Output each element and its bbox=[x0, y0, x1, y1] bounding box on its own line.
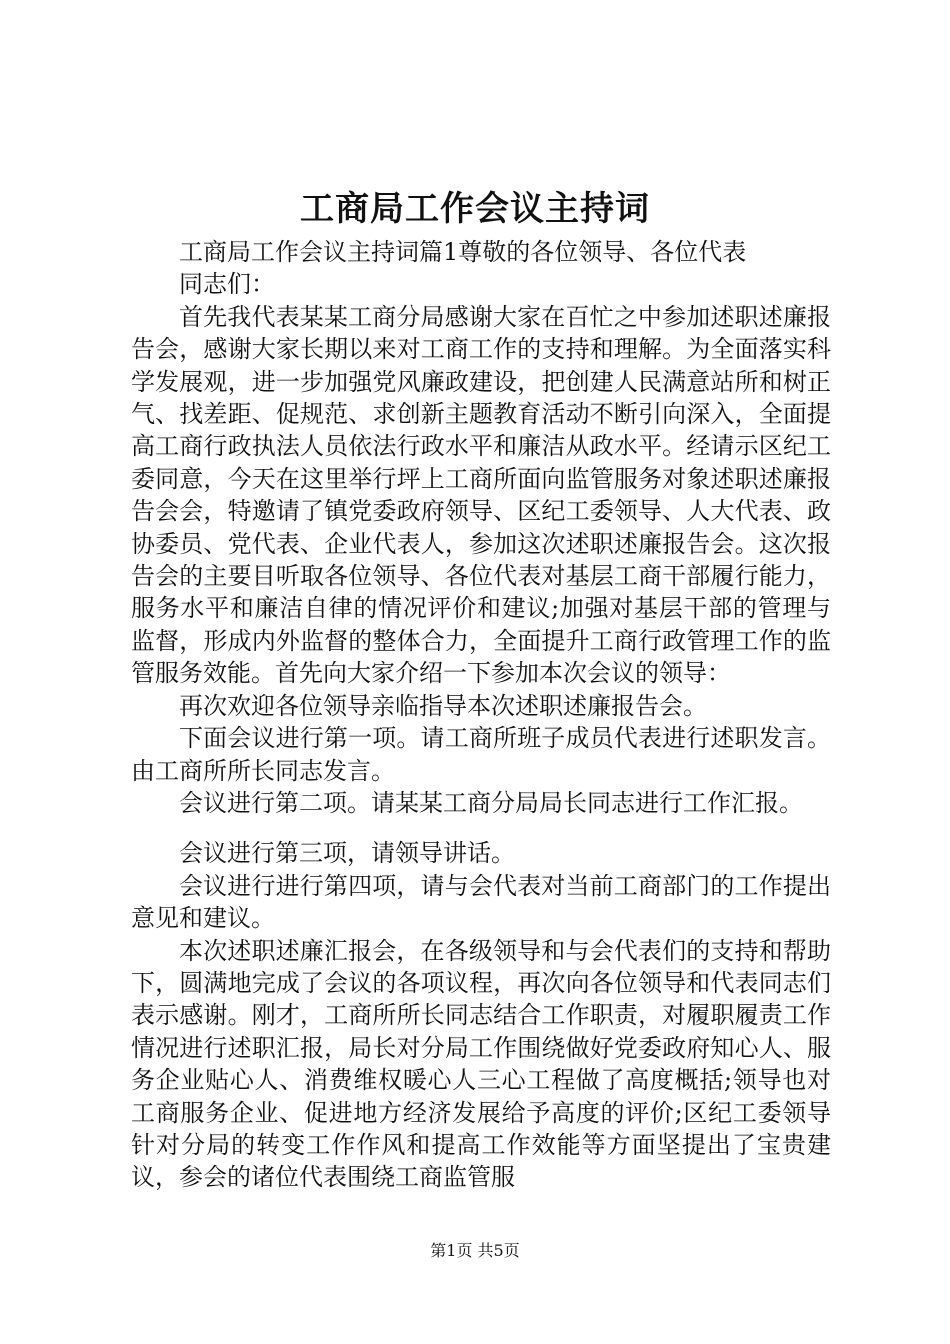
page-footer: 第1页 共5页 bbox=[430, 1241, 520, 1260]
paragraph-welcome: 再次欢迎各位领导亲临指导本次述职述廉报告会。 bbox=[179, 691, 707, 720]
paragraph-item-one: 下面会议进行第一项。请工商所班子成员代表进行述职发言。由工商所所长同志发言。 bbox=[131, 724, 831, 785]
document-title: 工商局工作会议主持词 bbox=[300, 189, 650, 229]
paragraph-salutation: 同志们： bbox=[179, 270, 275, 299]
paragraph-item-two: 会议进行第二项。请某某工商分局局长同志进行工作汇报。 bbox=[179, 788, 803, 817]
paragraph-opening: 首先我代表某某工商分局感谢大家在百忙之中参加述职述廉报告会，感谢大家长期以来对工商工作的支持和理解。为全面落实科学发展观，进一步加强党风廉政建设，把创建人民满意站所和树正气、找差距、促规范、求创新主题教育活动不断引向深入，全面提高工商行政执法人员依法行政水平和廉洁从政水平。经请示区纪工委同意，今天在这里举行坪上工商所面向监管服务对象述职述廉报告会会，特邀请了镇党委政府领导、区纪工委领导、人大代表、政协委员、党代表、企业代表人，参加这次述职述廉报告会。这次报告会的主要目听取各位领导、各位代表对基层工商干部履行能力，服务水平和廉洁自律的情况评价和建议;加强对基层干部的管理与监督，形成内外监督的整体合力，全面提升工商行政管理工作的监管服务效能。首先向大家介绍一下参加本次会议的领导： bbox=[131, 302, 831, 688]
paragraph-closing: 本次述职述廉汇报会，在各级领导和与会代表们的支持和帮助下，圆满地完成了会议的各项议程，再次向各位领导和代表同志们表示感谢。刚才，工商所所长同志结合工作职责，对履职履责工作情况进行述职汇报，局长对分局工作围绕做好党委政府知心人、服务企业贴心人、消费维权暖心人三心工程做了高度概括;领导也对工商服务企业、促进地方经济发展给予高度的评价;区纪工委领导针对分局的转变工作作风和提高工作效能等方面坚提出了宝贵建议，参会的诸位代表围绕工商监管服 bbox=[131, 936, 831, 1192]
paragraph-item-four: 会议进行进行第四项，请与会代表对当前工商部门的工作提出意见和建议。 bbox=[131, 871, 831, 933]
paragraph-item-three: 会议进行第三项，请领导讲话。 bbox=[179, 839, 515, 868]
paragraph-intro: 工商局工作会议主持词篇1尊敬的各位领导、各位代表 bbox=[179, 238, 747, 266]
document-body bbox=[131, 236, 831, 1194]
